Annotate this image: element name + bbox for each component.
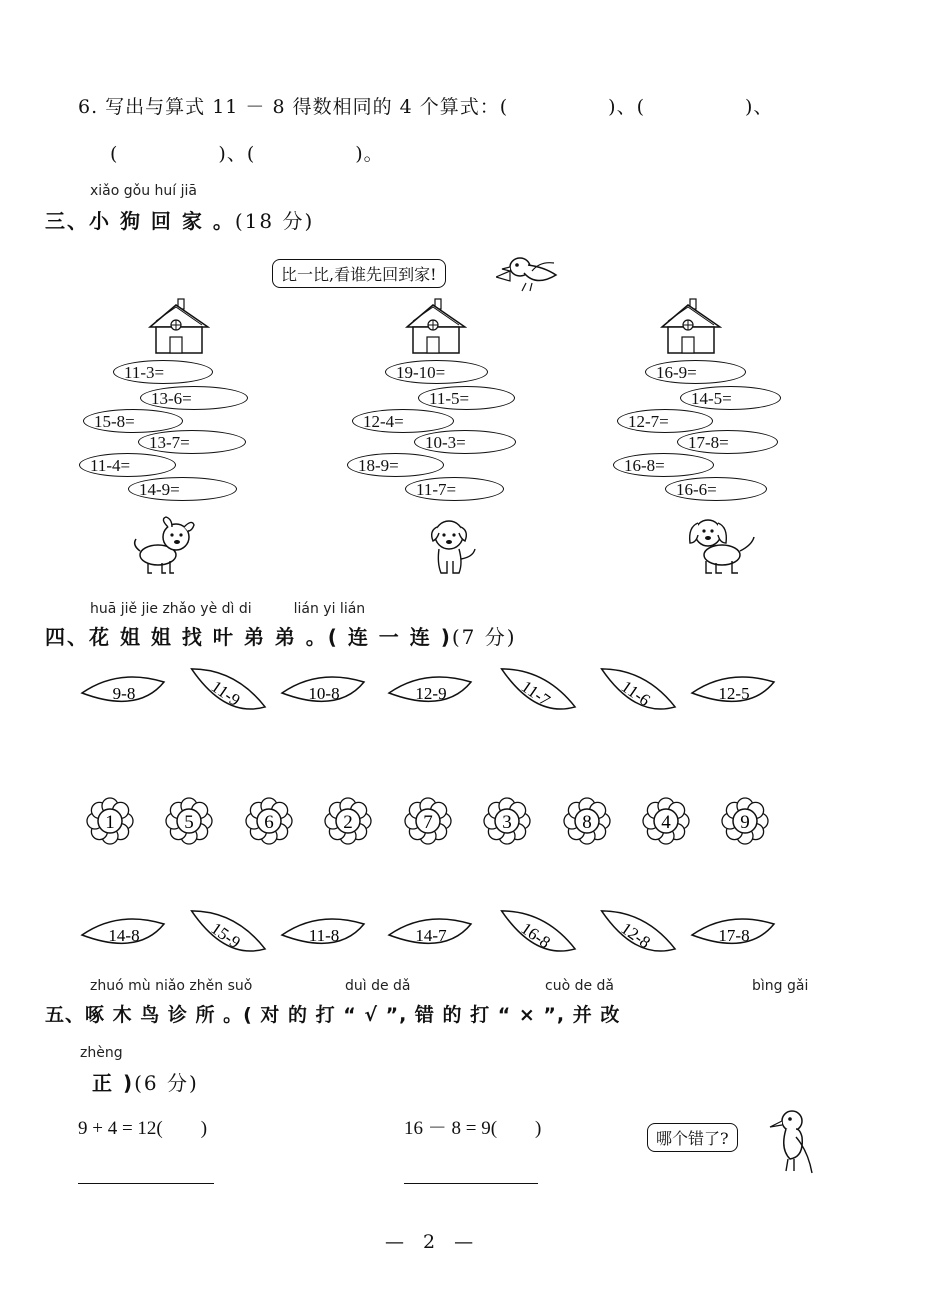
speech-bubble-woodpecker: 哪个错了? (647, 1123, 738, 1152)
leaf-card (278, 908, 370, 962)
flower-number: 9 (740, 812, 750, 833)
page-number: — 2 — (385, 1231, 474, 1253)
flower-number: 8 (582, 812, 592, 833)
leaf-card (688, 908, 780, 962)
leaf-card (78, 908, 170, 962)
path-step: 11-4= (79, 453, 176, 477)
section-5-title: 五、啄 木 鸟 诊 所 。( 对 的 打 “ √ ”, 错 的 打 “ × ”, 并 改 (45, 1004, 621, 1026)
flower-number: 1 (105, 812, 115, 833)
section-5-pinyin-3: cuò de dǎ (545, 978, 615, 994)
check-expression-1: 9 + 4 = 12( ) (78, 1118, 208, 1139)
flower-number: 2 (343, 812, 353, 833)
path-step: 18-9= (347, 453, 444, 477)
leaf-card (490, 908, 582, 962)
flower-card (481, 795, 533, 847)
flower-card (322, 795, 374, 847)
section-5-pinyin-2: duì de dǎ (345, 978, 411, 994)
check-expression-2: 16 － 8 = 9( ) (404, 1118, 542, 1139)
house-icon (148, 297, 210, 355)
path-step: 11-3= (113, 360, 213, 384)
path-step: 15-8= (83, 409, 183, 433)
path-step: 16-9= (645, 360, 746, 384)
leaf-label: 11-8 (308, 926, 340, 945)
dog-icon (425, 515, 481, 577)
leaf-card (278, 666, 370, 720)
leaf-label: 17-8 (718, 926, 750, 945)
leaf-card (688, 666, 780, 720)
bird-icon (496, 247, 560, 293)
flower-number: 7 (423, 812, 433, 833)
leaf-label: 11-9 (207, 676, 244, 710)
path-step: 19-10= (385, 360, 488, 384)
path-step: 14-5= (680, 386, 781, 410)
leaf-label: 12-8 (617, 918, 654, 953)
section-5-title-cont-text: 正 ) (92, 1071, 135, 1095)
leaf-label: 16-8 (517, 918, 554, 953)
flower-number: 3 (502, 812, 512, 833)
path-step: 12-7= (617, 409, 713, 433)
section-4-title-text: 四、花 姐 姐 找 叶 弟 弟 。( 连 一 连 ) (45, 625, 452, 649)
path-step: 13-7= (138, 430, 246, 454)
path-step: 10-3= (414, 430, 516, 454)
path-step: 16-8= (613, 453, 714, 477)
speech-bubble-race: 比一比,看谁先回到家! (272, 259, 446, 288)
leaf-label: 10-8 (308, 684, 340, 703)
section-4-pinyin: huā jiě jie zhǎo yè dì di lián yi lián (90, 601, 366, 617)
section-3-score: (18 分) (234, 209, 315, 233)
leaf-label: 12-9 (415, 684, 447, 703)
flower-card (402, 795, 454, 847)
section-3-pinyin: xiǎo gǒu huí jiā (90, 183, 197, 199)
question-6-line-1: 6. 写出与算式 11 － 8 得数相同的 4 个算式：( )、( )、 (78, 96, 774, 118)
flower-card (640, 795, 692, 847)
path-step: 11-7= (405, 477, 504, 501)
section-5-pinyin-1: zhuó mù niǎo zhěn suǒ (90, 978, 253, 994)
path-step: 13-6= (140, 386, 248, 410)
answer-line-1 (78, 1183, 214, 1184)
house-icon (660, 297, 722, 355)
section-3-title (45, 205, 314, 234)
path-step: 11-5= (418, 386, 515, 410)
leaf-label: 15-9 (207, 918, 244, 953)
flower-card (84, 795, 136, 847)
leaf-card (78, 666, 170, 720)
path-step: 16-6= (665, 477, 767, 501)
question-6-line-2: ( )、( )。 (110, 143, 384, 165)
leaf-label: 12-5 (718, 684, 750, 703)
section-4-title (45, 621, 517, 650)
house-icon (405, 297, 467, 355)
dog-icon (686, 513, 758, 577)
flower-number: 5 (184, 812, 194, 833)
path-step: 17-8= (677, 430, 778, 454)
leaf-card (385, 666, 477, 720)
leaf-label: 14-8 (108, 926, 140, 945)
leaf-label: 9-8 (112, 684, 136, 703)
leaf-card (180, 908, 272, 962)
woodpecker-icon (768, 1107, 820, 1179)
flower-number: 6 (264, 812, 274, 833)
leaf-card (590, 666, 682, 720)
section-5-pinyin-5: zhèng (80, 1045, 123, 1061)
path-step: 14-9= (128, 477, 237, 501)
flower-card (561, 795, 613, 847)
flower-number: 4 (661, 812, 671, 833)
section-5-pinyin-4: bìng gǎi (752, 978, 809, 994)
section-3-title-text: 三、小 狗 回 家 。 (45, 209, 235, 233)
leaf-label: 11-6 (617, 676, 654, 710)
leaf-label: 14-7 (415, 926, 447, 945)
flower-card (163, 795, 215, 847)
path-step: 12-4= (352, 409, 454, 433)
answer-line-2 (404, 1183, 538, 1184)
flower-card (719, 795, 771, 847)
leaf-card (385, 908, 477, 962)
leaf-card (590, 908, 682, 962)
leaf-card (490, 666, 582, 720)
section-5-title-cont (92, 1067, 199, 1096)
dog-icon (130, 515, 198, 577)
leaf-card (180, 666, 272, 720)
section-4-score: (7 分) (451, 625, 517, 649)
flower-card (243, 795, 295, 847)
leaf-label: 11-7 (517, 676, 554, 710)
section-5-score: (6 分) (134, 1071, 199, 1095)
